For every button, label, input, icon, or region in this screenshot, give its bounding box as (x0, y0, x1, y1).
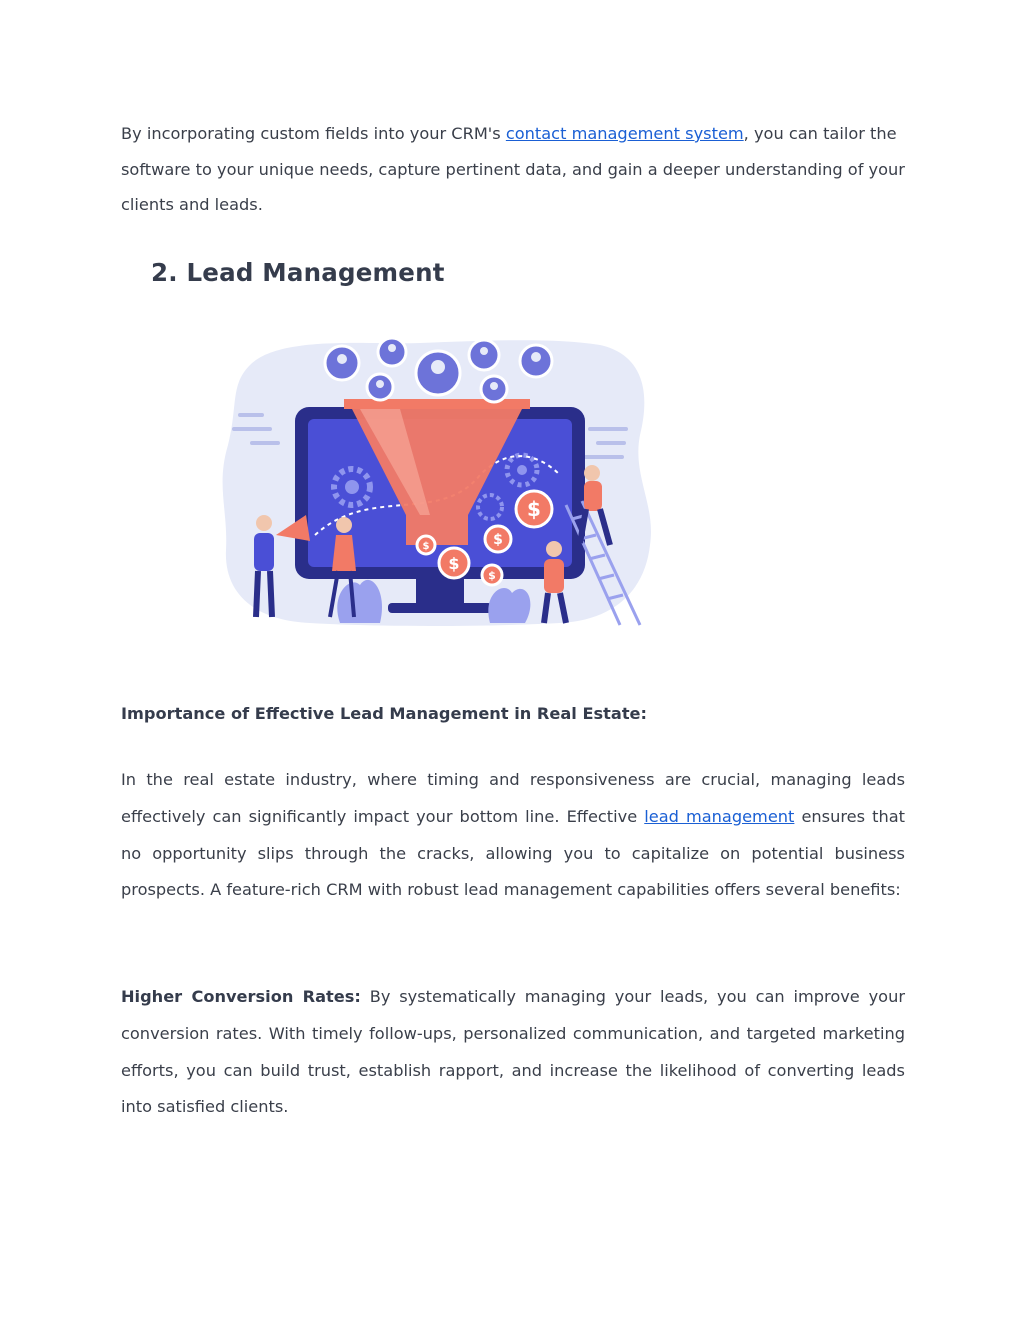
svg-text:$: $ (527, 497, 541, 521)
intro-paragraph (121, 116, 911, 223)
conversion-text: By systematically managing your leads, you can improve your conversion rates. With timely follow-ups, personalized communication, and targeted marketing efforts, you can build trust, establish rapport, and increase the likelihood of converting leads into satisfied clients. (121, 987, 905, 1117)
importance-heading: Importance of Effective Lead Management in Real Estate: (121, 704, 648, 723)
lead-management-link[interactable]: lead management (644, 806, 795, 826)
section-heading: 2. Lead Management (151, 258, 445, 287)
importance-text-before: In the real estate industry, where timing and responsiveness are crucial, managing leads effectively can significantly impact your bottom line. Effective (121, 770, 905, 826)
importance-text-after: ensures that no opportunity slips through the cracks, allowing you to capitalize on potential business prospects. A feature-rich CRM with robust lead management capabilities offers several benefits: (121, 806, 905, 900)
lead-funnel-icon (220, 335, 656, 630)
conversion-paragraph (121, 979, 905, 1126)
contact-management-system-link[interactable]: contact management system (505, 124, 744, 143)
conversion-label: Higher Conversion Rates: (121, 987, 361, 1006)
svg-text:$: $ (448, 554, 460, 573)
svg-text:$: $ (488, 569, 496, 582)
svg-text:$: $ (493, 532, 503, 548)
lead-funnel-illustration (220, 335, 656, 630)
importance-paragraph (121, 762, 905, 909)
intro-text-before: By incorporating custom fields into your CRM's (121, 124, 506, 143)
intro-text-after: , you can tailor the software to your unique needs, capture pertinent data, and gain a deeper understanding of your clients and leads. (121, 124, 905, 214)
svg-text:$: $ (422, 541, 430, 552)
